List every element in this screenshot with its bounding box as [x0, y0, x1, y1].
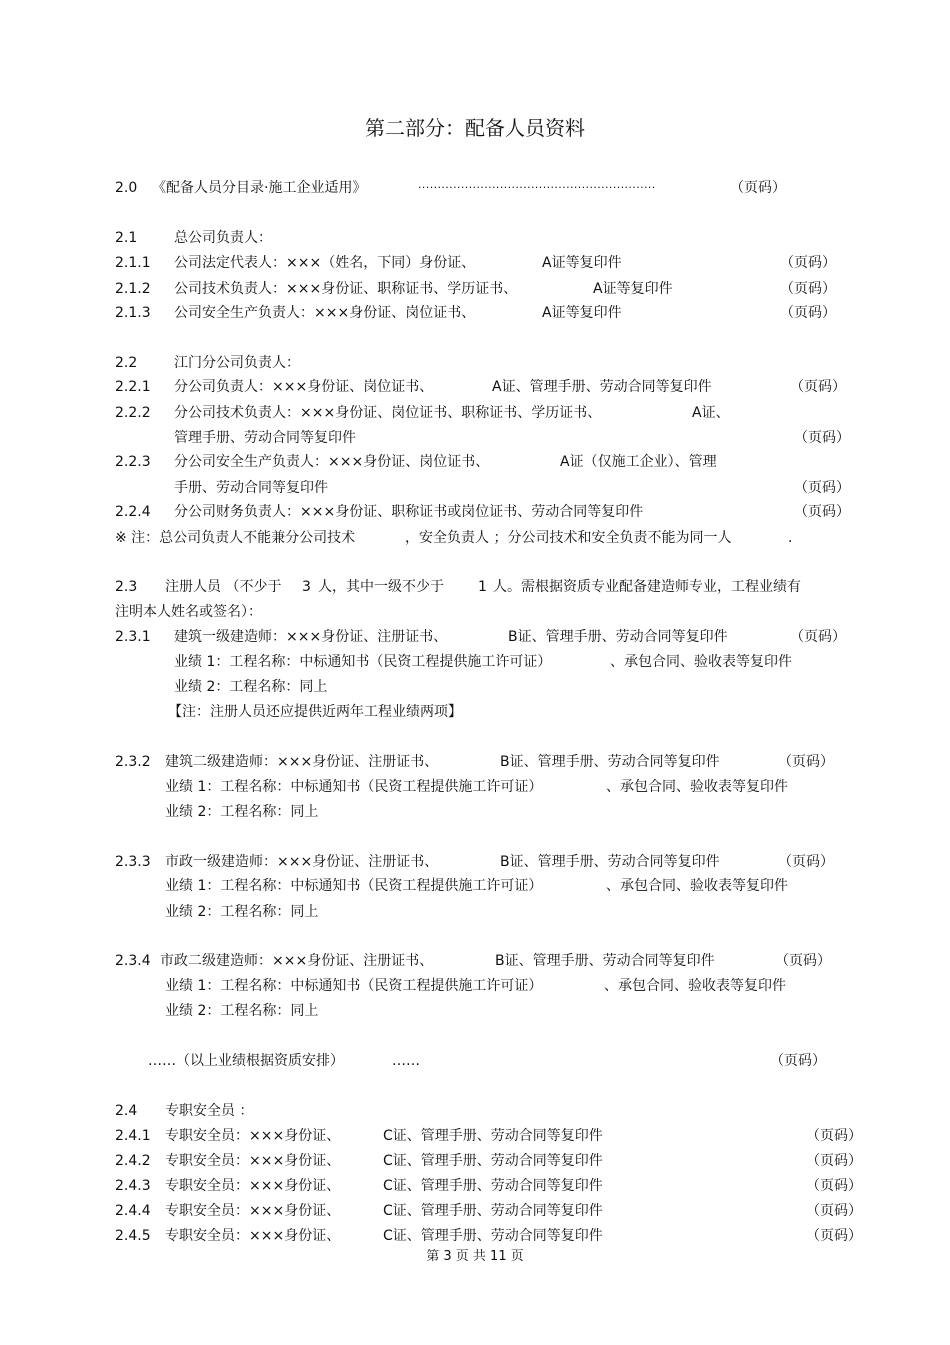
section-text: 江门分公司负责人：	[174, 355, 300, 371]
page-ref: （页码）	[806, 1153, 862, 1169]
item-cert: C证、管理手册、劳动合同等复印件	[383, 1153, 603, 1169]
page-ref: （页码）	[780, 255, 836, 271]
item-text: 市政一级建造师：×××身份证、注册证书、	[165, 854, 439, 870]
item-cert: B证、管理手册、劳动合同等复印件	[508, 629, 728, 645]
item-number: 2.2.4	[115, 504, 151, 520]
note-text: ※ 注：总公司负责人不能兼分公司技术	[115, 530, 356, 546]
section-number: 2.0	[115, 180, 138, 196]
item-number: 2.3.2	[115, 754, 151, 770]
page-ref: （页码）	[790, 379, 846, 395]
section-text: 3	[302, 579, 311, 595]
page-ref: （页码）	[778, 754, 834, 770]
performance-1: 业绩 1：工程名称：中标通知书（民资工程提供施工许可证）	[165, 779, 543, 795]
item-number: 2.1.3	[115, 305, 151, 321]
item-text: 专职安全员：×××身份证、	[165, 1128, 341, 1144]
item-number: 2.2.2	[115, 405, 151, 421]
item-cert: A证、	[692, 405, 730, 421]
page-ref: （页码）	[780, 281, 836, 297]
performance-1-docs: 、承包合同、验收表等复印件	[606, 779, 788, 795]
item-cert: A证（仅施工企业）、管理	[560, 454, 717, 470]
page-ref: （页码）	[778, 854, 834, 870]
section-text: 《配备人员分目录·施工企业适用》	[152, 180, 367, 196]
page-ref: （页码）	[806, 1178, 862, 1194]
performance-1: 业绩 1：工程名称：中标通知书（民资工程提供施工许可证）	[174, 654, 552, 670]
item-cert: C证、管理手册、劳动合同等复印件	[383, 1178, 603, 1194]
item-number: 2.2.1	[115, 379, 151, 395]
item-text: 专职安全员：×××身份证、	[165, 1153, 341, 1169]
item-cert: C证、管理手册、劳动合同等复印件	[383, 1228, 603, 1244]
page-ref: （页码）	[730, 180, 786, 196]
item-cert: B证、管理手册、劳动合同等复印件	[500, 754, 720, 770]
performance-1: 业绩 1：工程名称：中标通知书（民资工程提供施工许可证）	[165, 978, 543, 994]
item-cert: C证、管理手册、劳动合同等复印件	[383, 1203, 603, 1219]
section-number: 2.1	[115, 230, 138, 246]
performance-1-docs: 、承包合同、验收表等复印件	[606, 878, 788, 894]
item-text: 公司技术负责人：×××身份证、职称证书、学历证书、	[174, 281, 518, 297]
page-ref: （页码）	[794, 430, 850, 446]
page-ref: （页码）	[806, 1203, 862, 1219]
item-text: 专职安全员：×××身份证、	[165, 1228, 341, 1244]
item-cert: A证等复印件	[542, 305, 622, 321]
page-ref: （页码）	[790, 629, 846, 645]
page-footer: 第 3 页 共 11 页	[426, 1249, 524, 1264]
item-number: 2.1.1	[115, 255, 151, 271]
item-cert: A证、管理手册、劳动合同等复印件	[492, 379, 712, 395]
section-text: 人，其中一级不少于	[318, 579, 444, 595]
page-title: 第二部分：配备人员资料	[365, 116, 585, 140]
performance-2: 业绩 2：工程名称：同上	[165, 1003, 319, 1019]
performance-1: 业绩 1：工程名称：中标通知书（民资工程提供施工许可证）	[165, 878, 543, 894]
item-cert: A证等复印件	[542, 255, 622, 271]
item-cert: A证等复印件	[593, 281, 673, 297]
item-text: 建筑一级建造师：×××身份证、注册证书、	[174, 629, 448, 645]
performance-2: 业绩 2：工程名称：同上	[165, 804, 319, 820]
section-text: 总公司负责人：	[174, 230, 272, 246]
section-number: 2.2	[115, 355, 138, 371]
section-text: 注册人员 （不少于	[165, 579, 282, 595]
page-ref: （页码）	[770, 1053, 826, 1069]
performance-1-docs: 、承包合同、验收表等复印件	[604, 978, 786, 994]
performance-2: 业绩 2：工程名称：同上	[165, 904, 319, 920]
note-text: ，安全负责人 ；分公司技术和安全负责不能为同一人	[405, 530, 732, 546]
item-cert: B证、管理手册、劳动合同等复印件	[495, 953, 715, 969]
page-ref: （页码）	[775, 953, 831, 969]
section-text: 注明本人姓名或签名）：	[115, 604, 262, 620]
page-ref: （页码）	[780, 305, 836, 321]
page-ref: （页码）	[794, 504, 850, 520]
page-ref: （页码）	[806, 1128, 862, 1144]
item-text: 建筑二级建造师：×××身份证、注册证书、	[165, 754, 439, 770]
item-continuation: 手册、劳动合同等复印件	[174, 480, 328, 496]
item-text: 分公司负责人：×××身份证、岗位证书、	[174, 379, 434, 395]
item-number: 2.1.2	[115, 281, 151, 297]
item-text: 分公司技术负责人：×××身份证、岗位证书、职称证书、学历证书、	[174, 405, 602, 421]
item-number: 2.4.3	[115, 1178, 151, 1194]
section-text: 专职安全员 ：	[165, 1103, 254, 1119]
item-text: 市政二级建造师：×××身份证、注册证书、	[160, 953, 434, 969]
item-number: 2.4.5	[115, 1228, 151, 1244]
note-text: 【注：注册人员还应提供近两年工程业绩两项】	[168, 704, 462, 720]
item-text: 专职安全员：×××身份证、	[165, 1203, 341, 1219]
item-continuation: 管理手册、劳动合同等复印件	[174, 430, 356, 446]
item-number: 2.3.1	[115, 629, 151, 645]
note-text: .	[788, 530, 793, 546]
section-number: 2.4	[115, 1103, 138, 1119]
page-ref: （页码）	[794, 480, 850, 496]
item-text: 分公司安全生产负责人：×××身份证、岗位证书、	[174, 454, 490, 470]
more-text: ……（以上业绩根据资质安排）	[148, 1053, 344, 1069]
item-text: 公司安全生产负责人：×××身份证、岗位证书、	[174, 305, 476, 321]
performance-2: 业绩 2：工程名称：同上	[174, 679, 328, 695]
item-number: 2.4.2	[115, 1153, 151, 1169]
item-number: 2.2.3	[115, 454, 151, 470]
item-number: 2.4.4	[115, 1203, 151, 1219]
item-number: 2.3.3	[115, 854, 151, 870]
item-cert: B证、管理手册、劳动合同等复印件	[500, 854, 720, 870]
leader-dots: ·····························································	[418, 181, 656, 194]
section-number: 2.3	[115, 579, 138, 595]
item-text: 专职安全员：×××身份证、	[165, 1178, 341, 1194]
performance-1-docs: 、承包合同、验收表等复印件	[610, 654, 792, 670]
more-dots: ……	[392, 1053, 420, 1069]
item-text: 分公司财务负责人：×××身份证、职称证书或岗位证书、劳动合同等复印件	[174, 504, 644, 520]
item-number: 2.4.1	[115, 1128, 151, 1144]
section-text: 1	[478, 579, 487, 595]
item-text: 公司法定代表人：×××（姓名，下同）身份证、	[174, 255, 476, 271]
page-ref: （页码）	[806, 1228, 862, 1244]
item-cert: C证、管理手册、劳动合同等复印件	[383, 1128, 603, 1144]
section-text: 人。需根据资质专业配备建造师专业，工程业绩有	[493, 579, 801, 595]
item-number: 2.3.4	[115, 953, 151, 969]
